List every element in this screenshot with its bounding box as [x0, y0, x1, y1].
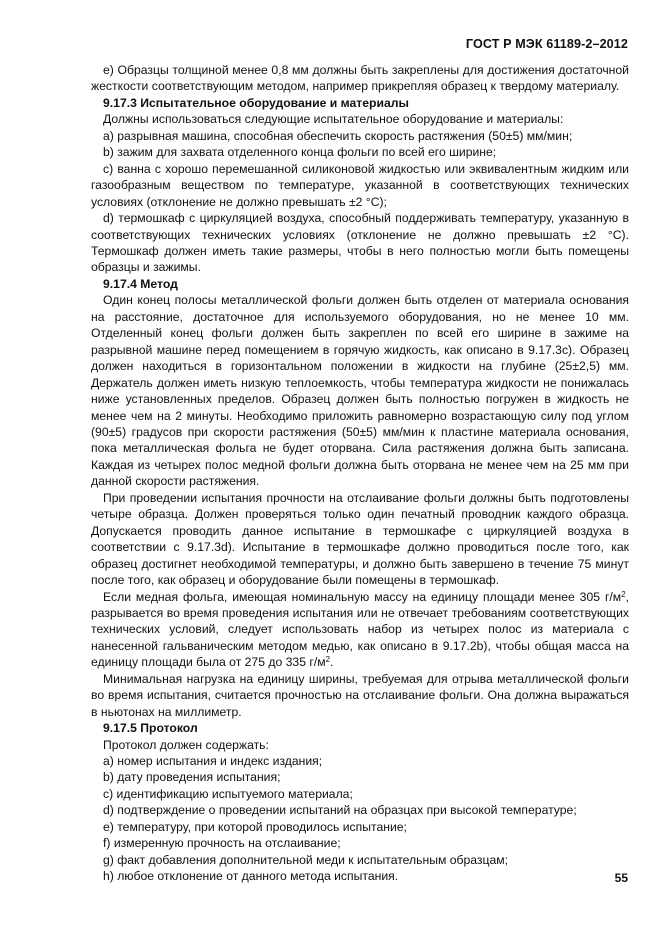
method-paragraph-1: Один конец полосы металлической фольги должен быть отделен от материала основания на расстояние, достаточное для используемого оборудования, но не менее 10 мм. Отделенный конец фольги должен быть закреплен по всей его ширине в зажиме на разрывной машине перед помещением в горячую жидкость, как описано в 9.17.3с). Образец должен находиться в горизонтальном положении в жидкости на глубине (25±2,5) мм. Держатель должен иметь низкую теплоемкость, чтобы температура жидкости не понижалась ниже установленных пределов. Образец должен быть полностью погружен в жидкость не менее чем на 2 минуты. Необходимо приложить равномерно возрастающую силу под углом (90±5) градусов при скорости растяжения (50±5) мм/мин к пластине материала основания, пока металлическая фольга не будет оторвана. Сила растяжения должна быть записана. Каждая из четырех полос медной фольги должна быть оторвана не менее чем на 25 мм при данной скорости растяжения. [91, 293, 629, 489]
method-paragraph-3-part-a: Если медная фольга, имеющая номинальную массу на единицу площади менее 305 г/м [103, 589, 622, 604]
section-heading-9-17-4: 9.17.4 Метод [103, 276, 178, 291]
report-item-b: b) дату проведения испытания; [103, 770, 281, 785]
section-heading-9-17-3: 9.17.3 Испытательное оборудование и материалы [103, 95, 409, 110]
standard-header: ГОСТ Р МЭК 61189-2–2012 [465, 37, 628, 51]
report-item-a: а) номер испытания и индекс издания; [103, 754, 323, 769]
superscript-2: 2 [621, 589, 626, 599]
method-paragraph-2: При проведении испытания прочности на отслаивание фольги должны быть подготовлены четыре образца. Должен проверяться только один печатный проводник каждого образца. Допускается проводить данное испытание в термошкафе с циркуляцией воздуха в соответствии с 9.17.3d). Испытание в термошкафе должно проводиться после того, как образец достигнет необходимой температуры, и должно быть завершено в течение 75 минут после того, как образец и оборудование были помещены в термошкаф. [91, 490, 629, 588]
equipment-item-d: d) термошкаф с циркуляцией воздуха, способный поддерживать температуру, указанную в соответствующих технических условиях (отклонение не должно превышать ±2 °С). Термошкаф должен иметь такие размеры, чтобы в него полностью могли быть помещены образцы и зажимы. [91, 211, 629, 275]
report-item-h: h) любое отклонение от данного метода испытания. [103, 869, 399, 884]
report-item-e: е) температуру, при которой проводилось испытание; [103, 819, 407, 834]
report-item-c: с) идентификацию испытуемого материала; [103, 786, 353, 801]
equipment-item-a: а) разрывная машина, способная обеспечить скорость растяжения (50±5) мм/мин; [103, 128, 573, 143]
report-intro: Протокол должен содержать: [103, 737, 269, 752]
method-paragraph-4: Минимальная нагрузка на единицу ширины, требуемая для отрыва металлической фольги во время испытания, считается прочностью на отслаивание фольги. Она должна выражаться в ньютонах на миллиметр. [91, 671, 629, 719]
method-paragraph-3-part-c: . [330, 655, 334, 670]
page-number: 55 [614, 871, 628, 885]
paragraph-e: е) Образцы толщиной менее 0,8 мм должны быть закреплены для достижения достаточной жесткости соответствующим методом, например прикрепляя образец к твердому материалу. [91, 63, 629, 94]
equipment-intro: Должны использоваться следующие испытательное оборудование и материалы: [103, 112, 564, 127]
report-item-g: g) факт добавления дополнительной меди к испытательным образцам; [103, 852, 509, 867]
report-item-f: f) измеренную прочность на отслаивание; [103, 836, 341, 851]
method-paragraph-3-part-b: , разрывается во время проведения испытания или не отвечает требованиям соответствующих технических условий, следует использовать набор из четырех полос из материала с нанесенной гальваническим методом медью, как описано в 9.17.2b), чтобы общая масса на единицу площади была от 275 до 335 г/м [91, 589, 629, 670]
equipment-item-c: с) ванна с хорошо перемешанной силиконовой жидкостью или эквивалентным жидким или газообразным веществом по температуре, указанной в соответствующих технических условиях (отклонение не должно превышать ±2 °С); [91, 161, 629, 209]
document-body [91, 62, 629, 885]
section-heading-9-17-5: 9.17.5 Протокол [103, 721, 198, 736]
equipment-item-b: b) зажим для захвата отделенного конца фольги по всей его ширине; [103, 145, 497, 160]
superscript-2: 2 [325, 655, 331, 665]
method-paragraph-3 [91, 589, 629, 671]
report-item-d: d) подтверждение о проведении испытаний на образцах при высокой температуре; [103, 803, 577, 818]
